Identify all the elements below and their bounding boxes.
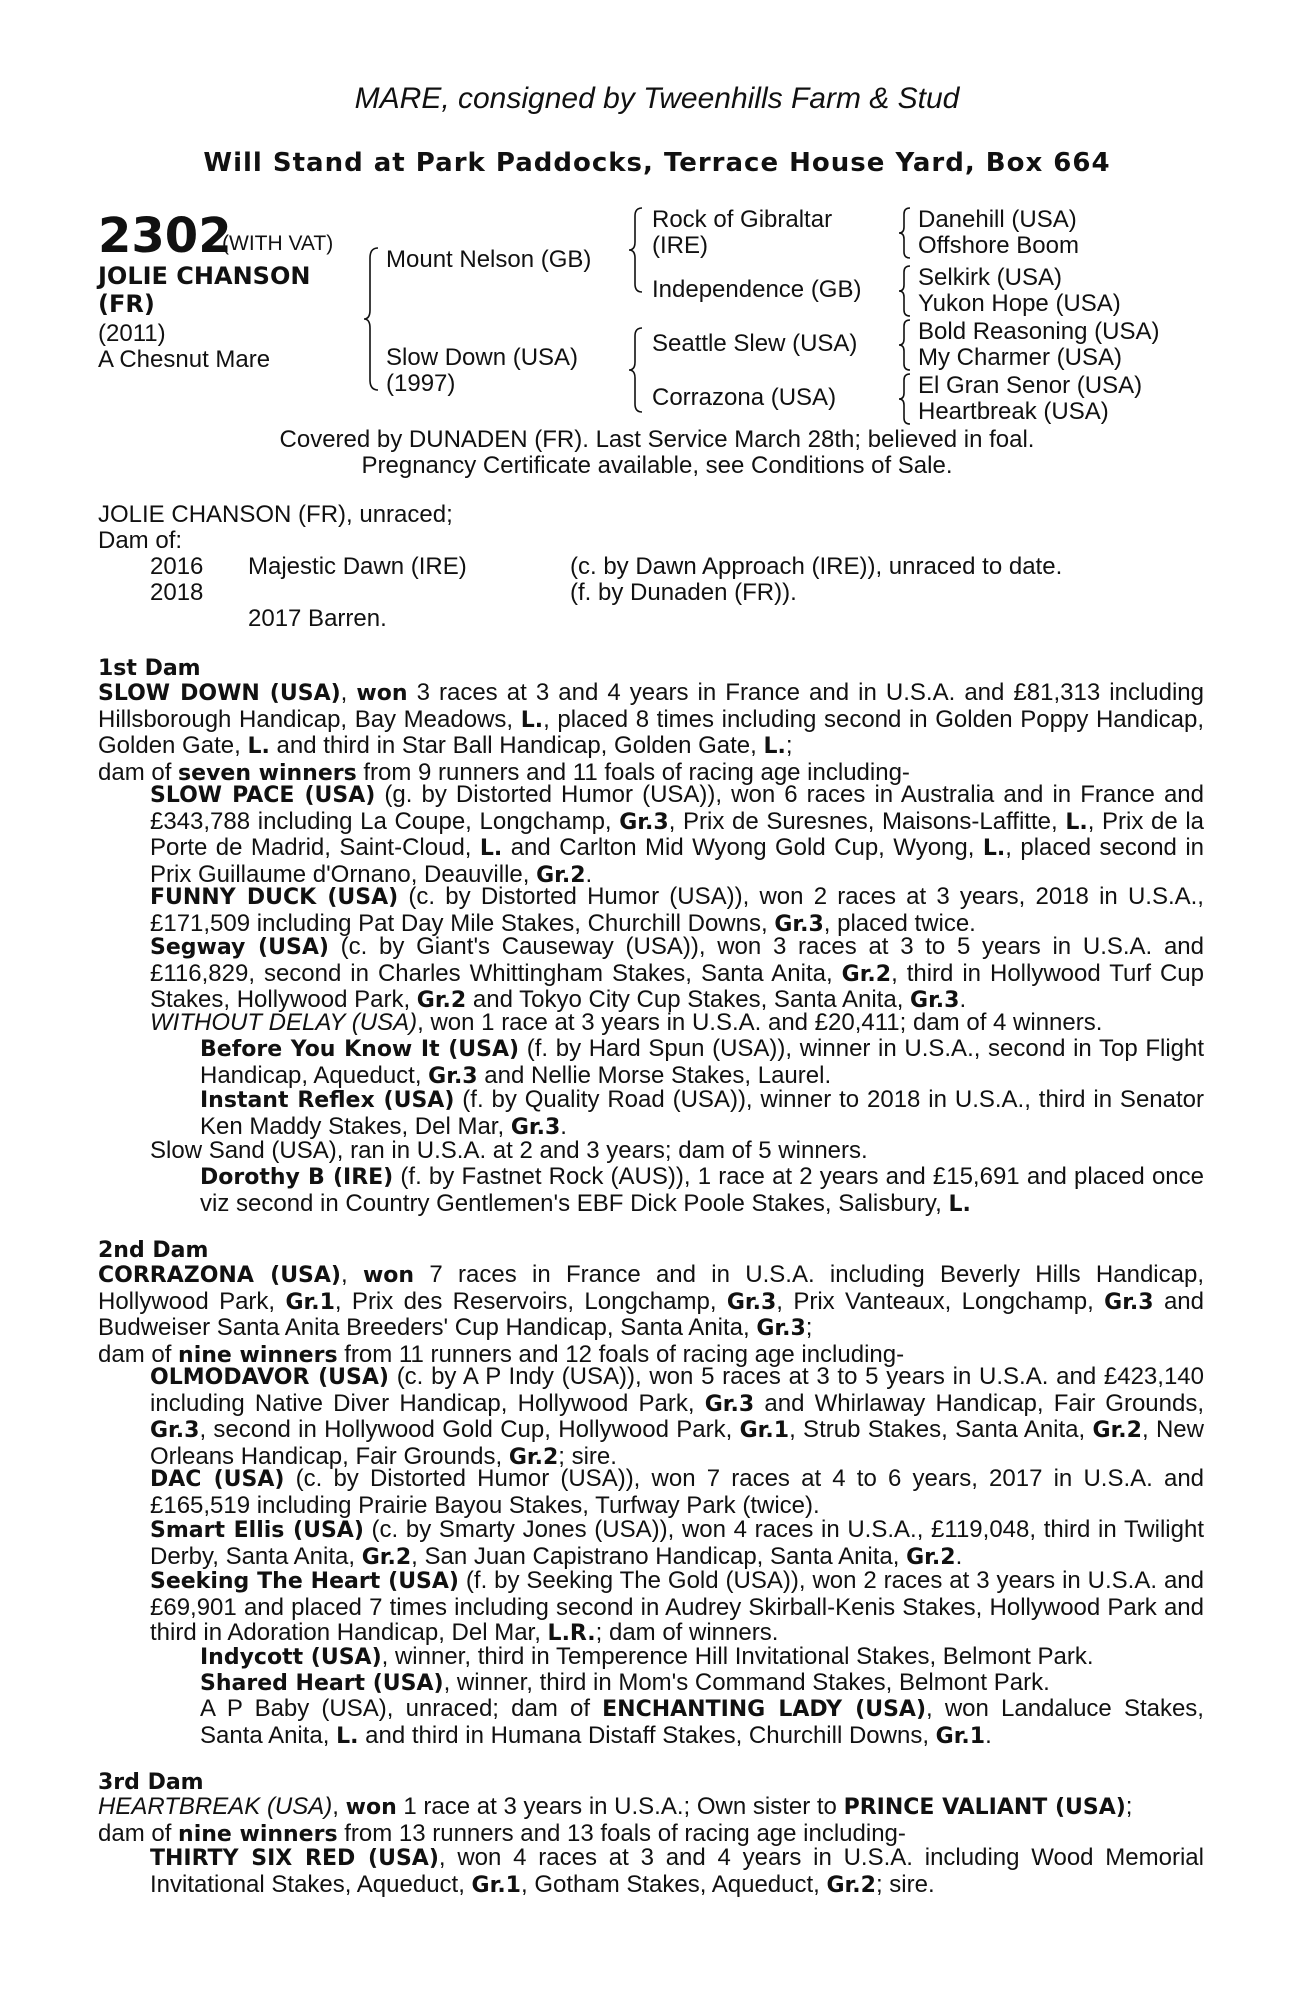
covered-note: Covered by DUNADEN (FR). Last Service March 28th; believed in foal. bbox=[279, 426, 1035, 453]
brace-g2 bbox=[896, 264, 914, 318]
produce-without-delay: WITHOUT DELAY (USA), won 1 race at 3 years in U.S.A. and £20,411; dam of 4 winners. bbox=[150, 1009, 1103, 1036]
barren-note: 2017 Barren. bbox=[248, 605, 387, 632]
produce-a-p-baby: A P Baby (USA), unraced; dam of ENCHANTING LADY (USA), won Landaluce Stakes, Santa Anita, L. and third in Humana Distaff Stakes, Churchill Downs, Gr.1. bbox=[200, 1695, 1204, 1749]
produce-slow-pace: SLOW PACE (USA) (g. by Distorted Humor (USA)), won 6 races in Australia and in France and £343,788 including La Coupe, Longchamp, Gr.3, Prix de Suresnes, Maisons-Laffitte, L., Prix de la Porte de Madrid, Saint-Cloud, L. and Carlton Mid Wyong Gold Cup, Wyong, L., placed second in Prix Guillaume d'Ornano, Deauville, Gr.2. bbox=[150, 781, 1205, 888]
dam: Slow Down (USA) bbox=[386, 344, 579, 371]
horse-name-suffix: (FR) bbox=[98, 290, 155, 318]
produce-dac: DAC (USA) (c. by Distorted Humor (USA)), won 7 races at 4 to 6 years, 2017 in U.S.A. and £165,519 including Prairie Bayou Stakes, Turfway Park (twice). bbox=[150, 1465, 1205, 1519]
first-dam-summary: SLOW DOWN (USA), won 3 races at 3 and 4 years in France and in U.S.A. and £81,313 including Hillsborough Handicap, Bay Meadows, L., placed 8 times including second in Golden Poppy Handicap, Golden Gate, L. and third in Star Ball Handicap, Golden Gate, L.; dam of seven winners from 9 runners and 11 foals of racing age including- bbox=[98, 679, 1205, 786]
dam-sire-sire: Bold Reasoning (USA) bbox=[918, 318, 1160, 345]
produce-seeking-the-heart: Seeking The Heart (USA) (f. by Seeking The Gold (USA)), won 2 races at 3 years in U.S.A. and £69,901 and placed 7 times including second in Audrey Skirball-Kenis Stakes, Hollywood Park and third in Adoration Handicap, Del Mar, L.R.; dam of winners. bbox=[150, 1567, 1204, 1646]
sire-sire-sire: Danehill (USA) bbox=[918, 206, 1077, 233]
stand-location: Will Stand at Park Paddocks, Terrace House Yard, Box 664 bbox=[203, 148, 1111, 178]
produce-instant-reflex: Instant Reflex (USA) (f. by Quality Road (USA)), winner to 2018 in U.S.A., third in Senator Ken Maddy Stakes, Del Mar, Gr.3. bbox=[200, 1086, 1204, 1140]
produce-detail: (f. by Dunaden (FR)). bbox=[570, 579, 797, 606]
sire-dam-brace bbox=[360, 246, 382, 392]
section-first-dam: 1st Dam bbox=[98, 656, 201, 681]
produce-dorothy-b: Dorothy B (IRE) (f. by Fastnet Rock (AUS)), 1 race at 2 years and £15,691 and placed once viz second in Country Gentlemen's EBF Dick Poole Stakes, Salisbury, L. bbox=[200, 1163, 1204, 1217]
dam-line-brace bbox=[626, 326, 646, 414]
produce-segway: Segway (USA) (c. by Giant's Causeway (USA)), won 3 races at 3 to 5 years in U.S.A. and £116,829, second in Charles Whittingham Stakes, Santa Anita, Gr.2, third in Hollywood Turf Cup Stakes, Hollywood Park, Gr.2 and Tokyo City Cup Stakes, Santa Anita, Gr.3. bbox=[150, 933, 1205, 1013]
dam-sire: Seattle Slew (USA) bbox=[652, 330, 858, 357]
sire-dam: Independence (GB) bbox=[652, 276, 862, 303]
section-third-dam: 3rd Dam bbox=[98, 1770, 204, 1795]
produce-indycott: Indycott (USA), winner, third in Temperence Hill Invitational Stakes, Belmont Park. bbox=[200, 1643, 1094, 1670]
dam-year: (1997) bbox=[386, 370, 456, 397]
brace-g3 bbox=[896, 318, 914, 372]
brace-g4 bbox=[896, 372, 914, 426]
vat-note: (WITH VAT) bbox=[222, 232, 334, 255]
produce-thirty-six-red: THIRTY SIX RED (USA), won 4 races at 3 and 4 years in U.S.A. including Wood Memorial Invitational Stakes, Aqueduct, Gr.1, Gotham Stakes, Aqueduct, Gr.2; sire. bbox=[150, 1844, 1204, 1898]
horse-name: JOLIE CHANSON bbox=[98, 262, 311, 290]
produce-before-you-know-it: Before You Know It (USA) (f. by Hard Spun (USA)), winner in U.S.A., second in Top Flight Handicap, Aqueduct, Gr.3 and Nellie Morse Stakes, Laurel. bbox=[200, 1035, 1205, 1089]
pregnancy-note: Pregnancy Certificate available, see Conditions of Sale. bbox=[361, 452, 953, 479]
brace-g1 bbox=[896, 206, 914, 260]
produce-year: 2018 bbox=[150, 579, 204, 606]
produce-smart-ellis: Smart Ellis (USA) (c. by Smarty Jones (USA)), won 4 races in U.S.A., £119,048, third in Twilight Derby, Santa Anita, Gr.2, San Juan Capistrano Handicap, Santa Anita, Gr.2. bbox=[150, 1516, 1204, 1570]
dam-sire-dam: My Charmer (USA) bbox=[918, 344, 1123, 371]
sire-sire-suffix: (IRE) bbox=[652, 232, 708, 259]
section-second-dam: 2nd Dam bbox=[98, 1238, 209, 1263]
sire-dam-sire: Selkirk (USA) bbox=[918, 264, 1063, 291]
horse-description: A Chesnut Mare bbox=[98, 346, 271, 373]
sire-line-brace bbox=[626, 206, 646, 294]
produce-olmodavor: OLMODAVOR (USA) (c. by A P Indy (USA)), won 5 races at 3 to 5 years in U.S.A. and £423,140 including Native Diver Handicap, Hollywood Park, Gr.3 and Whirlaway Handicap, Fair Grounds, Gr.3, second in Hollywood Gold Cup, Hollywood Park, Gr.1, Strub Stakes, Santa Anita, Gr.2, New Orleans Handicap, Fair Grounds, Gr.2; sire. bbox=[150, 1363, 1205, 1470]
produce-year: 2016 bbox=[150, 553, 204, 580]
dam-dam-sire: El Gran Senor (USA) bbox=[918, 372, 1143, 399]
lot-number: 2302 bbox=[98, 208, 232, 264]
sire: Mount Nelson (GB) bbox=[386, 246, 592, 273]
third-dam-summary: HEARTBREAK (USA), won 1 race at 3 years in U.S.A.; Own sister to PRINCE VALIANT (USA); dam of nine winners from 13 runners and 13 foals of racing age including- bbox=[98, 1793, 1133, 1847]
consignor-line: MARE, consigned by Tweenhills Farm & Stud bbox=[354, 82, 960, 115]
produce-shared-heart: Shared Heart (USA), winner, third in Mom's Command Stakes, Belmont Park. bbox=[200, 1669, 1050, 1696]
produce-slow-sand: Slow Sand (USA), ran in U.S.A. at 2 and 3 years; dam of 5 winners. bbox=[150, 1137, 868, 1164]
produce-name: Majestic Dawn (IRE) bbox=[248, 553, 467, 580]
produce-intro: JOLIE CHANSON (FR), unraced; bbox=[98, 501, 453, 528]
second-dam-summary: CORRAZONA (USA), won 7 races in France and in U.S.A. including Beverly Hills Handicap, Hollywood Park, Gr.1, Prix des Reservoirs, Longchamp, Gr.3, Prix Vanteaux, Longchamp, Gr.3 and Budweiser Santa Anita Breeders' Cup Handicap, Santa Anita, Gr.3; dam of nine winners from 11 runners and 12 foals of racing age including- bbox=[98, 1261, 1204, 1368]
dam-dam-dam: Heartbreak (USA) bbox=[918, 398, 1109, 425]
produce-detail: (c. by Dawn Approach (IRE)), unraced to date. bbox=[570, 553, 1063, 580]
horse-year: (2011) bbox=[98, 320, 166, 347]
sire-dam-dam: Yukon Hope (USA) bbox=[918, 290, 1121, 317]
produce-funny-duck: FUNNY DUCK (USA) (c. by Distorted Humor (USA)), won 2 races at 3 years, 2018 in U.S.A., £171,509 including Pat Day Mile Stakes, Churchill Downs, Gr.3, placed twice. bbox=[150, 883, 1204, 937]
sire-sire: Rock of Gibraltar bbox=[652, 206, 833, 233]
dam-of-label: Dam of: bbox=[98, 527, 183, 554]
sire-sire-dam: Offshore Boom bbox=[918, 232, 1079, 259]
dam-dam: Corrazona (USA) bbox=[652, 384, 837, 411]
